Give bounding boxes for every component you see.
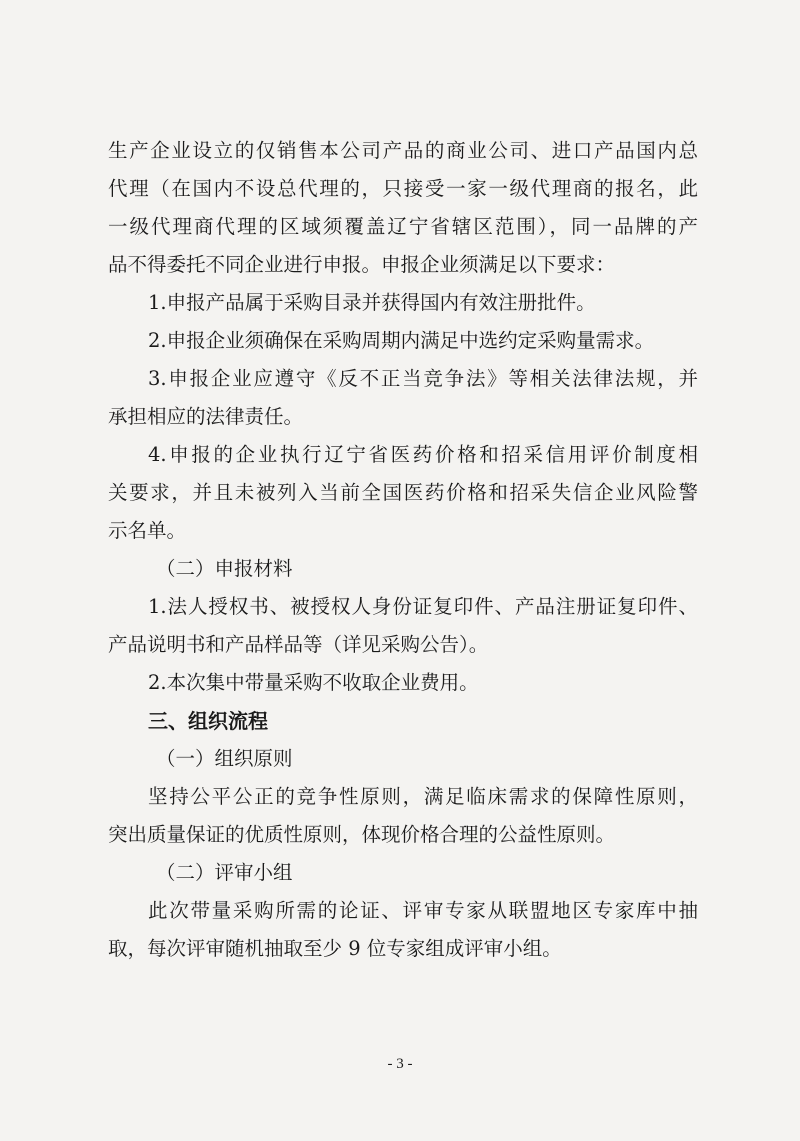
paragraph-line: 关要求，并且未被列入当前全国医药价格和招采失信企业风险警 — [108, 481, 698, 504]
subsection-heading: （一）组织原则 — [156, 747, 293, 770]
subsection-heading: （二）评审小组 — [156, 861, 293, 884]
subsection-heading: （二）申报材料 — [156, 557, 293, 580]
requirement-item: 1.申报产品属于采购目录并获得国内有效注册批件。 — [148, 291, 596, 314]
material-item: 1.法人授权书、被授权人身份证复印件、产品注册证复印件、 — [148, 595, 698, 618]
paragraph-line: 生产企业设立的仅销售本公司产品的商业公司、进口产品国内总 — [108, 139, 698, 162]
paragraph-line: 示名单。 — [108, 519, 187, 542]
requirement-item: 4.申报的企业执行辽宁省医药价格和招采信用评价制度相 — [148, 443, 698, 466]
paragraph-line: 突出质量保证的优质性原则，体现价格合理的公益性原则。 — [108, 823, 616, 846]
requirement-item: 3.申报企业应遵守《反不正当竞争法》等相关法律法规，并 — [148, 367, 698, 390]
paragraph-line: 产品说明书和产品样品等（详见采购公告）。 — [108, 633, 489, 656]
paragraph-line: 品不得委托不同企业进行申报。申报企业须满足以下要求： — [108, 253, 616, 276]
paragraph-line: 代理（在国内不设总代理的，只接受一家一级代理商的报名，此 — [108, 177, 698, 200]
document-body — [108, 132, 698, 968]
requirement-item: 2.申报企业须确保在采购周期内满足中选约定采购量需求。 — [148, 329, 655, 352]
paragraph-line: 承担相应的法律责任。 — [108, 405, 304, 428]
paragraph-line: 一级代理商代理的区域须覆盖辽宁省辖区范围），同一品牌的产 — [108, 215, 698, 238]
material-item: 2.本次集中带量采购不收取企业费用。 — [148, 671, 479, 694]
paragraph-line: 坚持公平公正的竞争性原则，满足临床需求的保障性原则， — [148, 785, 698, 808]
paragraph-line: 此次带量采购所需的论证、评审专家从联盟地区专家库中抽 — [148, 899, 698, 922]
page-number: - 3 - — [387, 1056, 413, 1072]
section-heading: 三、组织流程 — [148, 709, 268, 733]
paragraph-line: 取，每次评审随机抽取至少 9 位专家组成评审小组。 — [108, 937, 562, 960]
